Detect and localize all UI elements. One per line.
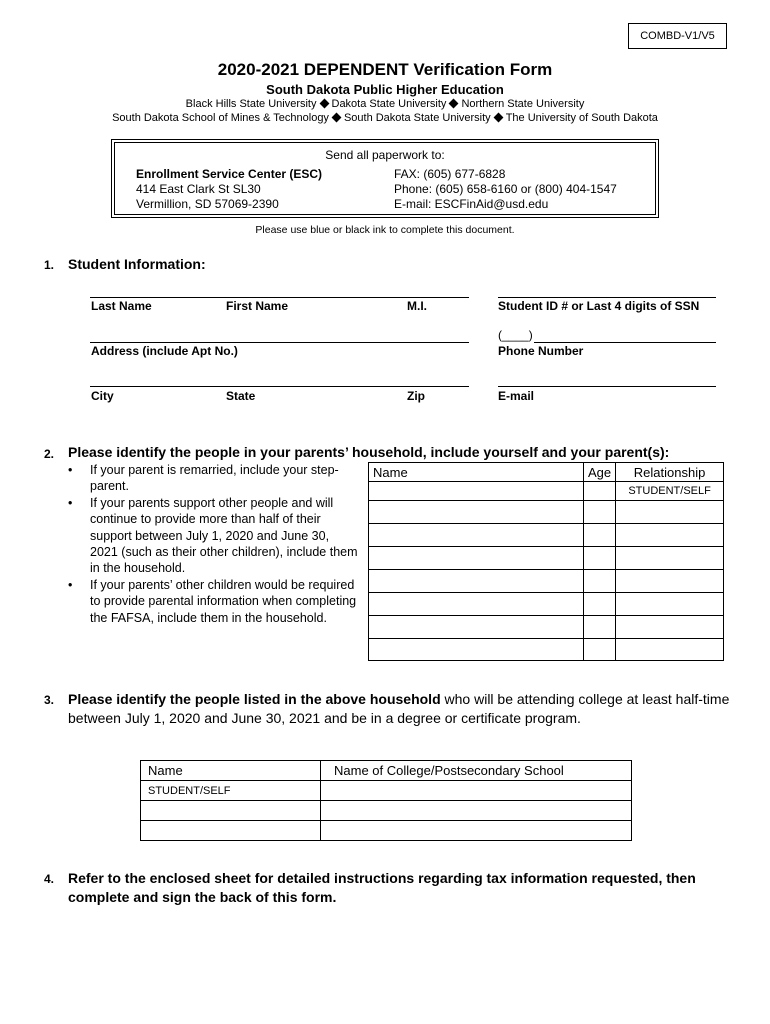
- mailing-address-inner-border: [114, 142, 656, 215]
- middle-initial-label: M.I.: [407, 299, 427, 313]
- city-state-zip: Vermillion, SD 57069-2390: [136, 197, 279, 211]
- age-cell[interactable]: [584, 524, 616, 547]
- name-cell[interactable]: [141, 801, 321, 821]
- age-cell[interactable]: [584, 616, 616, 639]
- table-row: [369, 547, 724, 570]
- name-cell[interactable]: [369, 501, 584, 524]
- mailing-address-box: [111, 139, 659, 218]
- section-3-heading-bold: Please identify the people listed in the above household: [68, 691, 441, 707]
- mailing-address: [136, 167, 322, 212]
- bullet-icon: •: [68, 495, 73, 510]
- ink-note: Please use blue or black ink to complete this document.: [255, 224, 515, 236]
- name-cell[interactable]: [369, 593, 584, 616]
- section-4-text: Refer to the enclosed sheet for detailed instructions regarding tax information requested, then complete and sign the back of this form.: [68, 870, 696, 905]
- diamond-separator-icon: [331, 113, 341, 123]
- name-cell[interactable]: [369, 482, 584, 501]
- institution: The University of South Dakota: [505, 112, 658, 124]
- send-paperwork-label: Send all paperwork to:: [325, 148, 445, 162]
- table-row: [369, 482, 724, 501]
- age-cell[interactable]: [584, 482, 616, 501]
- city-label: City: [91, 389, 114, 403]
- list-item: • If your parent is remarried, include your step-parent.: [68, 463, 339, 494]
- section-2-number: 2.: [44, 447, 55, 461]
- office-name: Enrollment Service Center (ESC): [136, 167, 323, 181]
- last-name-label: Last Name: [91, 299, 152, 313]
- school-cell[interactable]: [321, 781, 632, 801]
- relationship-cell[interactable]: [616, 639, 724, 661]
- form-title: 2020-2021 DEPENDENT Verification Form: [217, 60, 553, 79]
- age-cell[interactable]: [584, 501, 616, 524]
- name-cell[interactable]: [369, 616, 584, 639]
- table-row: [369, 616, 724, 639]
- name-column-header: Name: [141, 761, 321, 781]
- street-address: 414 East Clark St SL30: [136, 182, 261, 196]
- age-cell[interactable]: [584, 547, 616, 570]
- household-table: [368, 462, 724, 661]
- relationship-cell[interactable]: [616, 570, 724, 593]
- section-4-number: 4.: [44, 872, 55, 886]
- institution: South Dakota State University: [343, 112, 491, 124]
- relationship-cell[interactable]: [616, 524, 724, 547]
- table-row: [141, 781, 632, 801]
- name-cell[interactable]: [369, 570, 584, 593]
- college-attendance-table: [140, 760, 632, 841]
- table-row: [141, 801, 632, 821]
- table-row: [369, 524, 724, 547]
- address-line[interactable]: [90, 342, 469, 343]
- age-cell[interactable]: [584, 639, 616, 661]
- state-label: State: [226, 389, 256, 403]
- list-item: • If your parents support other people and will continue to provide more than half of their support between July 1, 2020 and June 30, 2021 (such as their other children), include them in the household.: [68, 495, 358, 576]
- phone-line[interactable]: [534, 342, 716, 343]
- name-line[interactable]: [90, 297, 469, 298]
- bullet-icon: •: [68, 577, 73, 592]
- contact-info: [394, 167, 617, 212]
- section-3-heading-rest: who will be attending college at least half-time between July 1, 2020 and June 30, 2021 and be in a degree or certificate program.: [68, 691, 730, 726]
- form-subtitle: South Dakota Public Higher Education: [266, 82, 504, 97]
- fax-number: FAX: (605) 677-6828: [394, 167, 506, 181]
- diamond-separator-icon: [493, 113, 503, 123]
- list-item: • If your parents’ other children would be required to provide parental information when completing the FAFSA, include them in the household.: [68, 577, 357, 625]
- section-1-number: 1.: [44, 258, 55, 272]
- relationship-cell[interactable]: [616, 616, 724, 639]
- student-id-label: Student ID # or Last 4 digits of SSN: [498, 299, 700, 313]
- email-label: E-mail: [498, 389, 535, 403]
- relationship-cell: STUDENT/SELF: [616, 482, 724, 501]
- institution: Dakota State University: [331, 98, 447, 110]
- section-3-heading: [68, 690, 748, 728]
- name-cell: STUDENT/SELF: [141, 781, 321, 801]
- school-column-header: Name of College/Postsecondary School: [321, 761, 632, 781]
- name-cell[interactable]: [141, 821, 321, 841]
- first-name-label: First Name: [226, 299, 289, 313]
- institution: Northern State University: [461, 98, 585, 110]
- table-header-row: [141, 761, 632, 781]
- table-row: [369, 501, 724, 524]
- age-cell[interactable]: [584, 570, 616, 593]
- school-cell[interactable]: [321, 821, 632, 841]
- institutions-line-2: [0, 112, 770, 124]
- phone-label: Phone Number: [498, 344, 584, 358]
- student-id-line[interactable]: [498, 297, 716, 298]
- age-column-header: Age: [584, 463, 616, 482]
- relationship-cell[interactable]: [616, 501, 724, 524]
- household-instructions: [66, 462, 358, 626]
- table-row: [141, 821, 632, 841]
- bullet-icon: •: [68, 463, 73, 477]
- phone-area-code: (____): [498, 328, 533, 342]
- section-1-heading: Student Information:: [68, 256, 206, 272]
- relationship-column-header: Relationship: [616, 463, 724, 482]
- institution: South Dakota School of Mines & Technology: [112, 112, 329, 124]
- institutions-line-1: [0, 98, 770, 110]
- table-row: [369, 593, 724, 616]
- table-header-row: [369, 463, 724, 482]
- school-cell[interactable]: [321, 801, 632, 821]
- section-3-number: 3.: [44, 693, 55, 707]
- email-address: E-mail: ESCFinAid@usd.edu: [394, 197, 549, 211]
- city-state-zip-line[interactable]: [90, 386, 469, 387]
- phone-numbers: Phone: (605) 658-6160 or (800) 404-1547: [394, 182, 617, 196]
- relationship-cell[interactable]: [616, 547, 724, 570]
- email-line[interactable]: [498, 386, 716, 387]
- diamond-separator-icon: [319, 99, 329, 109]
- age-cell[interactable]: [584, 593, 616, 616]
- name-cell[interactable]: [369, 524, 584, 547]
- relationship-cell[interactable]: [616, 593, 724, 616]
- form-code-box: [628, 23, 727, 49]
- table-row: [369, 570, 724, 593]
- name-column-header: Name: [369, 463, 584, 482]
- zip-label: Zip: [407, 389, 425, 403]
- table-row: [369, 639, 724, 661]
- name-cell[interactable]: [369, 547, 584, 570]
- form-code: COMBD-V1/V5: [640, 30, 715, 42]
- section-2-heading: Please identify the people in your parents’ household, include yourself and your parent(s):: [68, 444, 670, 460]
- name-cell[interactable]: [369, 639, 584, 661]
- institution: Black Hills State University: [185, 98, 317, 110]
- address-label: Address (include Apt No.): [91, 344, 238, 358]
- diamond-separator-icon: [449, 99, 459, 109]
